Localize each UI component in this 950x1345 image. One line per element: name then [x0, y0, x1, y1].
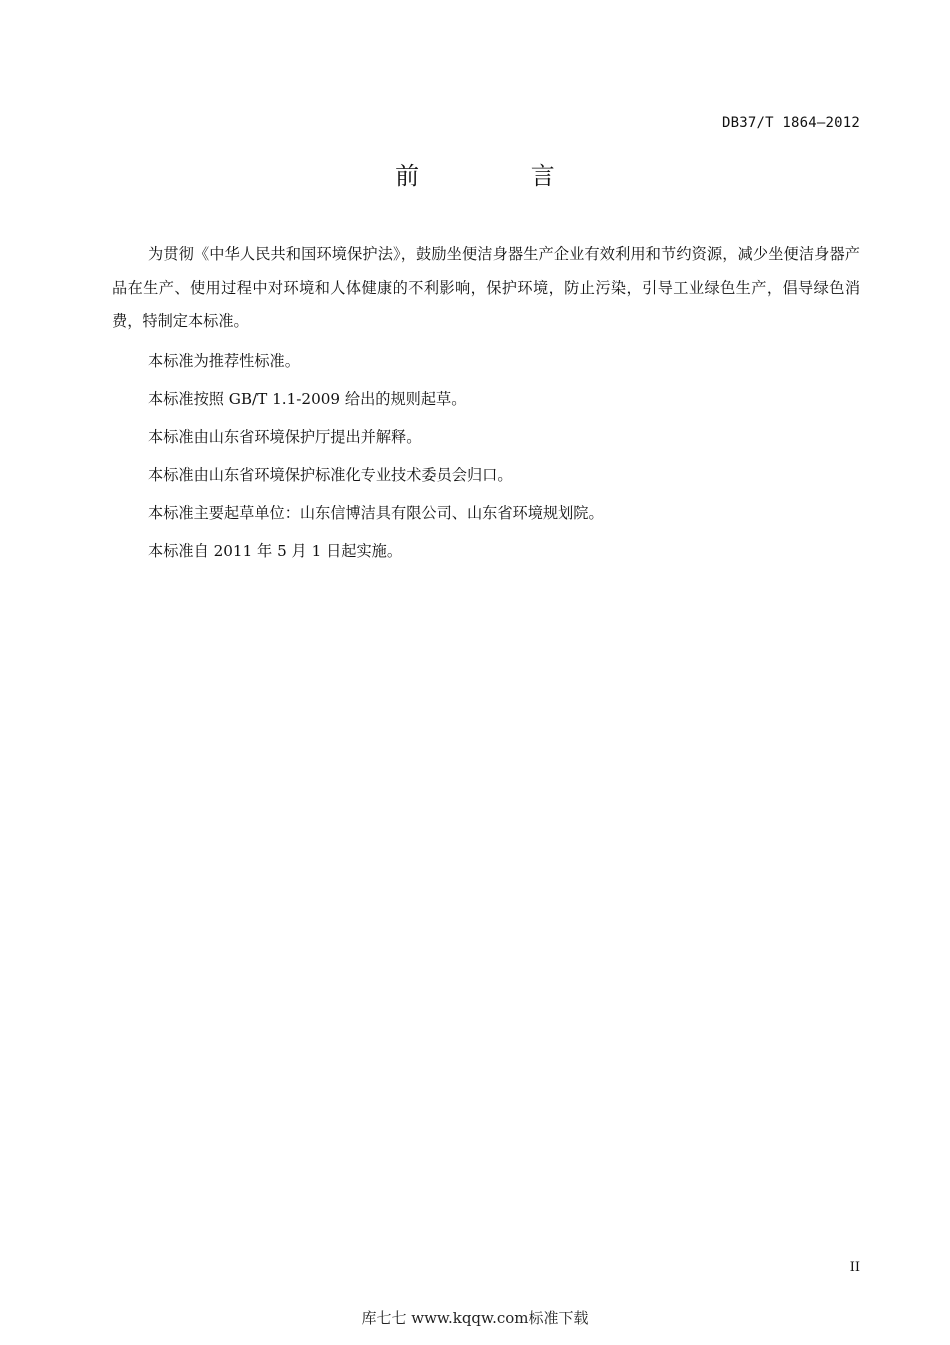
page-title: 前 言 [395, 162, 607, 190]
page-number: II [849, 1260, 860, 1275]
paragraph-drafting-units: 本标准主要起草单位：山东信博洁具有限公司、山东省环境规划院。 [148, 503, 604, 522]
paragraph-purpose: 为贯彻《中华人民共和国环境保护法》，鼓励坐便洁身器生产企业有效利用和节约资源，减少坐便洁身器产品在生产、使用过程中对环境和人体健康的不利影响，保护环境，防止污染，引导工业绿色生产，倡导绿色消费，特制定本标准。 [112, 245, 860, 330]
paragraph-effective-date: 本标准自 2011 年 5 月 1 日起实施。 [148, 541, 403, 560]
document-code: DB37/T 1864—2012 [721, 115, 860, 131]
paragraph-centralized-unit: 本标准由山东省环境保护标准化专业技术委员会归口。 [148, 465, 513, 484]
paragraph-recommendation: 本标准为推荐性标准。 [148, 351, 300, 370]
paragraph-proposer: 本标准由山东省环境保护厅提出并解释。 [148, 427, 422, 446]
footer-watermark: 库七七 www.kqqw.com标准下载 [361, 1309, 589, 1327]
foreword-body [112, 238, 860, 567]
paragraph-drafting-rules: 本标准按照 GB/T 1.1-2009 给出的规则起草。 [148, 389, 467, 408]
